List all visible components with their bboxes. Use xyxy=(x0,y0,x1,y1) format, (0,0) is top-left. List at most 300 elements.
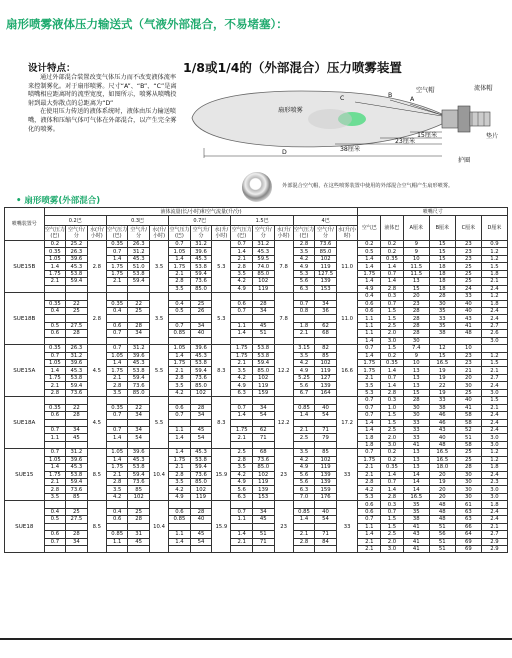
table-cell: 53.8 xyxy=(66,270,88,277)
label-a: A xyxy=(410,96,415,103)
gasket-label: 垫片 xyxy=(486,133,499,140)
table-cell: 0.4 xyxy=(358,293,381,300)
table-cell xyxy=(231,523,253,530)
water-cell: 8.5 xyxy=(87,501,106,553)
table-cell: 45.3 xyxy=(190,255,212,262)
table-cell xyxy=(231,397,253,404)
table-cell xyxy=(190,293,212,300)
table-cell: 25 xyxy=(66,307,88,314)
table-cell: 19 xyxy=(429,367,455,374)
table-cell: 1.75 xyxy=(358,367,381,374)
table-cell: 0.35 xyxy=(44,300,66,307)
table-cell: 2.8 xyxy=(231,456,253,463)
table-cell: 28 xyxy=(403,315,429,322)
table-header-row xyxy=(5,208,508,216)
water-cell: 8.5 xyxy=(87,449,106,501)
table-cell: 0.7 xyxy=(293,300,315,307)
table-cell: 41 xyxy=(403,545,429,552)
table-cell: 40 xyxy=(190,330,212,337)
table-cell: 33 xyxy=(403,419,429,426)
table-cell: 51 xyxy=(455,434,481,441)
table-cell: 1.0 xyxy=(381,404,404,411)
table-cell: 53.8 xyxy=(190,360,212,367)
table-cell: 9 xyxy=(403,352,429,359)
table-cell: 38 xyxy=(429,330,455,337)
table-cell: 56 xyxy=(429,531,455,538)
table-row xyxy=(5,315,508,322)
table-header-row xyxy=(5,216,508,226)
table-cell: 4.2 xyxy=(231,374,253,381)
table-cell: 0.6 xyxy=(169,508,191,515)
table-cell: 2.5 xyxy=(381,322,404,329)
table-cell: 14 xyxy=(403,479,429,486)
table-cell: 27.5 xyxy=(66,322,88,329)
table-cell: 1.75 xyxy=(169,456,191,463)
table-cell: 3.5 xyxy=(106,389,128,396)
table-cell: 25 xyxy=(190,300,212,307)
table-cell: 0.7 xyxy=(44,426,66,433)
header-size-col: 空气巴 xyxy=(358,216,381,241)
table-cell: 45 xyxy=(128,538,150,545)
table-cell: 73.6 xyxy=(66,389,88,396)
table-cell: 1.8 xyxy=(481,501,507,508)
table-cell: 85.0 xyxy=(128,389,150,396)
table-cell: 71 xyxy=(315,531,337,538)
table-cell: 23 xyxy=(455,241,481,248)
table-cell: 2.8 xyxy=(106,479,128,486)
table-cell: 3.5 xyxy=(169,382,191,389)
table-cell: 2.1 xyxy=(44,479,66,486)
table-cell: 1.05 xyxy=(44,255,66,262)
table-cell: 1.75 xyxy=(106,464,128,471)
table-cell: 1.1 xyxy=(106,538,128,545)
table-cell: 2.0 xyxy=(381,538,404,545)
table-cell: 0.35 xyxy=(44,248,66,255)
table-cell: 30 xyxy=(403,412,429,419)
table-cell: 18 xyxy=(429,285,455,292)
table-cell: 82 xyxy=(315,345,337,352)
table-row xyxy=(5,241,508,248)
table-cell xyxy=(293,315,315,322)
table-row xyxy=(5,486,508,493)
table-cell: 45.3 xyxy=(66,464,88,471)
table-cell: 1.4 xyxy=(381,263,404,270)
header-pressure: 0.2巴 xyxy=(44,216,106,226)
header-sub: 空气压力(巴) xyxy=(169,227,190,239)
table-cell: 164 xyxy=(315,389,337,396)
table-cell: 102 xyxy=(252,278,274,285)
table-cell xyxy=(106,523,128,530)
table-cell: 10 xyxy=(403,360,429,367)
table-cell: 2.1 xyxy=(293,330,315,337)
table-cell: 1.4 xyxy=(106,456,128,463)
table-cell: 62 xyxy=(315,322,337,329)
table-cell xyxy=(429,337,455,344)
table-cell: 4.2 xyxy=(293,456,315,463)
table-row xyxy=(5,263,508,270)
table-cell: 4.9 xyxy=(358,285,381,292)
table-cell xyxy=(106,419,128,426)
table-cell: 1.4 xyxy=(293,516,315,523)
table-cell xyxy=(66,397,88,404)
table-cell: 4.9 xyxy=(231,285,253,292)
table-cell: 16.5 xyxy=(403,493,429,500)
table-row xyxy=(5,307,508,314)
table-cell: 45 xyxy=(190,531,212,538)
table-cell: 19 xyxy=(429,374,455,381)
table-cell xyxy=(315,523,337,530)
table-cell: 40 xyxy=(455,300,481,307)
header-sub: 水(升/小时) xyxy=(337,227,357,239)
table-cell: 1.5 xyxy=(381,345,404,352)
header-sub: 空气升/分 xyxy=(190,226,212,241)
table-cell: 119 xyxy=(252,285,274,292)
table-cell: 0.85 xyxy=(293,404,315,411)
table-cell: 1.4 xyxy=(358,419,381,426)
table-row xyxy=(5,412,508,419)
table-cell: 1.4 xyxy=(169,352,191,359)
features-paragraph: 在使用压力传送的液体系统时，液体由压力输送喷嘴，液体和压缩气体可气体在外部混合，以产生完全雾化的喷雾。 xyxy=(28,108,177,133)
table-cell: 31.2 xyxy=(252,241,274,248)
table-row xyxy=(5,493,508,500)
table-cell: 2.4 xyxy=(481,382,507,389)
table-cell xyxy=(315,397,337,404)
table-cell: 39.6 xyxy=(66,456,88,463)
table-cell: 0.7 xyxy=(231,307,253,314)
table-cell: 2.0 xyxy=(381,330,404,337)
water-cell: 4.5 xyxy=(87,397,106,449)
table-cell: 1.1 xyxy=(44,434,66,441)
table-cell: 63 xyxy=(455,508,481,515)
table-cell: 28 xyxy=(403,330,429,337)
table-cell xyxy=(293,523,315,530)
table-cell: 102 xyxy=(190,486,212,493)
spray-diagram xyxy=(180,76,505,166)
table-cell: 1.75 xyxy=(231,345,253,352)
table-cell: 10 xyxy=(455,345,481,352)
water-cell: 8.3 xyxy=(212,397,231,449)
table-cell: 34 xyxy=(252,307,274,314)
table-cell: 102 xyxy=(315,456,337,463)
table-cell xyxy=(44,523,66,530)
table-cell: 2.1 xyxy=(44,382,66,389)
table-cell: 1.5 xyxy=(481,397,507,404)
table-cell: 51 xyxy=(429,523,455,530)
table-cell xyxy=(128,397,150,404)
table-cell xyxy=(44,501,66,508)
table-cell: 63 xyxy=(455,516,481,523)
table-cell: 1.4 xyxy=(169,449,191,456)
table-cell: 0.2 xyxy=(381,352,404,359)
table-cell: 0.7 xyxy=(358,516,381,523)
table-cell: 0.9 xyxy=(481,241,507,248)
table-cell: 45.3 xyxy=(66,263,88,270)
table-cell: 0.7 xyxy=(44,449,66,456)
table-cell: 2.8 xyxy=(231,263,253,270)
water-cell: 8.3 xyxy=(212,345,231,397)
table-cell: 45 xyxy=(66,434,88,441)
table-cell: 34 xyxy=(315,300,337,307)
table-cell: 58 xyxy=(455,441,481,448)
dim-15-label: 15厘米 xyxy=(417,132,438,139)
table-cell: 23 xyxy=(455,352,481,359)
table-cell: 0.7 xyxy=(169,322,191,329)
table-row xyxy=(5,508,508,515)
table-row xyxy=(5,545,508,552)
table-cell: 25 xyxy=(455,389,481,396)
table-cell: 102 xyxy=(190,389,212,396)
table-cell: 2.1 xyxy=(231,538,253,545)
table-cell: 3.0 xyxy=(381,545,404,552)
table-cell: 35 xyxy=(403,508,429,515)
table-row xyxy=(5,516,508,523)
table-cell xyxy=(169,315,191,322)
header-pressure: 0.7巴 xyxy=(169,216,231,226)
water-cell: 5.5 xyxy=(149,397,168,449)
table-cell: 2.8 xyxy=(293,538,315,545)
table-cell: 1.5 xyxy=(381,419,404,426)
table-cell: 5.3 xyxy=(358,389,381,396)
table-cell: 2.4 xyxy=(481,426,507,433)
table-cell: 28 xyxy=(403,397,429,404)
table-cell: 54 xyxy=(315,412,337,419)
table-cell: 4.9 xyxy=(231,382,253,389)
table-cell: 68 xyxy=(252,449,274,456)
table-cell: 3.5 xyxy=(231,270,253,277)
table-cell: 3.5 xyxy=(169,285,191,292)
table-row xyxy=(5,404,508,411)
table-cell: 59.4 xyxy=(252,360,274,367)
table-cell: 38 xyxy=(429,404,455,411)
table-cell: 1.1 xyxy=(358,322,381,329)
table-cell: 4.9 xyxy=(293,464,315,471)
table-cell: 6.3 xyxy=(231,493,253,500)
table-row xyxy=(5,255,508,262)
table-cell: 39.6 xyxy=(66,360,88,367)
table-cell xyxy=(231,419,253,426)
table-cell: 31 xyxy=(128,531,150,538)
table-cell: 54 xyxy=(128,434,150,441)
table-cell: 4.9 xyxy=(231,479,253,486)
table-cell: 0.6 xyxy=(106,322,128,329)
table-cell: 3.0 xyxy=(381,337,404,344)
table-cell xyxy=(231,545,253,552)
table-cell: 4.2 xyxy=(106,493,128,500)
table-cell: 2.1 xyxy=(169,270,191,277)
table-cell xyxy=(44,293,66,300)
header-model: 喷嘴装置号 xyxy=(5,208,45,241)
table-cell: 0.7 xyxy=(358,412,381,419)
table-cell: 0.4 xyxy=(106,307,128,314)
table-cell: 15 xyxy=(403,285,429,292)
table-cell xyxy=(252,315,274,322)
table-cell: 1.2 xyxy=(481,449,507,456)
water-cell: 10.4 xyxy=(149,449,168,501)
table-cell: 85.0 xyxy=(190,479,212,486)
table-cell: 18 xyxy=(429,278,455,285)
table-cell: 85.0 xyxy=(190,285,212,292)
table-cell: 0.35 xyxy=(381,360,404,367)
table-cell: 3.0 xyxy=(481,493,507,500)
table-cell: 2.1 xyxy=(106,374,128,381)
table-cell: 30 xyxy=(429,300,455,307)
table-cell: 38 xyxy=(403,516,429,523)
table-cell: 35 xyxy=(429,307,455,314)
table-cell: 4.2 xyxy=(293,360,315,367)
table-cell: 40 xyxy=(190,516,212,523)
table-cell xyxy=(252,419,274,426)
table-cell: 51 xyxy=(429,545,455,552)
table-cell: 1.75 xyxy=(231,426,253,433)
table-cell xyxy=(44,419,66,426)
table-cell: 2.4 xyxy=(481,419,507,426)
table-cell: 0.5 xyxy=(44,516,66,523)
table-cell: 1.4 xyxy=(381,486,404,493)
table-cell: 41 xyxy=(403,538,429,545)
table-cell xyxy=(252,441,274,448)
table-row xyxy=(5,337,508,344)
table-cell xyxy=(293,441,315,448)
table-cell: 1.4 xyxy=(231,248,253,255)
table-cell: 3.5 xyxy=(293,248,315,255)
table-cell: 2.6 xyxy=(481,330,507,337)
table-cell: 43 xyxy=(429,426,455,433)
table-cell xyxy=(169,419,191,426)
table-cell xyxy=(231,293,253,300)
table-cell: 30 xyxy=(455,486,481,493)
table-cell xyxy=(190,419,212,426)
table-cell: 6.3 xyxy=(231,389,253,396)
table-cell: 2.1 xyxy=(481,523,507,530)
spray-label: 扇形喷雾 xyxy=(278,107,303,114)
table-row xyxy=(5,523,508,530)
table-cell xyxy=(231,441,253,448)
table-cell: 30 xyxy=(455,471,481,478)
table-cell: 53.8 xyxy=(66,374,88,381)
table-row xyxy=(5,426,508,433)
table-cell xyxy=(190,315,212,322)
table-cell: 35 xyxy=(429,322,455,329)
section-title: • 扇形喷雾(外部混合) xyxy=(16,196,101,206)
table-cell: 6.3 xyxy=(293,285,315,292)
water-cell: 12.2 xyxy=(274,345,293,397)
water-cell: 5.3 xyxy=(212,241,231,293)
table-cell xyxy=(66,337,88,344)
table-cell: 1.75 xyxy=(44,471,66,478)
table-cell xyxy=(128,501,150,508)
table-cell: 58 xyxy=(455,412,481,419)
label-b: B xyxy=(388,92,393,99)
table-cell: 0.2 xyxy=(381,248,404,255)
table-cell: 1.2 xyxy=(481,456,507,463)
header-sub: 空气升/分 xyxy=(315,226,337,241)
table-row xyxy=(5,322,508,329)
table-row xyxy=(5,330,508,337)
water-cell: 7.8 xyxy=(274,293,293,345)
table-cell: 13 xyxy=(403,278,429,285)
table-cell: 0.4 xyxy=(169,300,191,307)
table-cell: 1.75 xyxy=(169,263,191,270)
table-cell: 16.5 xyxy=(429,449,455,456)
table-cell: 84 xyxy=(315,538,337,545)
table-cell: 34 xyxy=(190,322,212,329)
table-row xyxy=(5,471,508,478)
table-cell: 1.1 xyxy=(231,516,253,523)
table-cell: 1.8 xyxy=(293,322,315,329)
table-cell: 28 xyxy=(403,307,429,314)
table-cell: 2.4 xyxy=(481,516,507,523)
table-cell: 15 xyxy=(429,248,455,255)
table-cell: 0.2 xyxy=(381,241,404,248)
table-cell xyxy=(252,397,274,404)
table-cell: 85 xyxy=(66,493,88,500)
table-cell xyxy=(44,337,66,344)
table-cell xyxy=(293,337,315,344)
table-cell xyxy=(190,523,212,530)
table-cell: 119 xyxy=(252,382,274,389)
header-sub: 空气压力(巴) xyxy=(44,227,65,239)
table-cell: 31.2 xyxy=(66,449,88,456)
table-cell: 1.4 xyxy=(231,531,253,538)
table-cell: 2.0 xyxy=(381,434,404,441)
table-cell: 0.7 xyxy=(381,508,404,515)
table-cell: 0.7 xyxy=(44,538,66,545)
table-cell: 1.2 xyxy=(481,248,507,255)
table-cell: 0.7 xyxy=(231,508,253,515)
table-cell: 5.6 xyxy=(293,278,315,285)
table-cell: 35 xyxy=(403,501,429,508)
table-cell: 1.4 xyxy=(358,278,381,285)
table-cell: 53.8 xyxy=(128,367,150,374)
table-cell: 59.4 xyxy=(190,464,212,471)
table-cell xyxy=(169,545,191,552)
table-cell: 13 xyxy=(403,449,429,456)
table-cell: 2.1 xyxy=(106,278,128,285)
table-cell xyxy=(44,545,66,552)
table-cell: 85 xyxy=(128,486,150,493)
table-cell: 34 xyxy=(66,426,88,433)
table-cell: 0.7 xyxy=(106,426,128,433)
table-cell xyxy=(44,315,66,322)
table-cell: 1.75 xyxy=(358,360,381,367)
table-cell: 48 xyxy=(429,508,455,515)
table-cell: 3.5 xyxy=(293,352,315,359)
table-cell xyxy=(169,337,191,344)
table-cell: 0.35 xyxy=(381,464,404,471)
table-cell: 13 xyxy=(403,367,429,374)
table-cell: 1.4 xyxy=(44,464,66,471)
table-cell: 1.1 xyxy=(358,330,381,337)
table-cell: 2.8 xyxy=(169,471,191,478)
table-cell: 34 xyxy=(128,330,150,337)
table-cell: 46 xyxy=(429,419,455,426)
table-cell: 4.2 xyxy=(231,471,253,478)
table-cell: 0.85 xyxy=(106,531,128,538)
guard-label: 护圈 xyxy=(458,157,471,164)
table-cell: 1.75 xyxy=(106,270,128,277)
table-cell: 2.1 xyxy=(481,367,507,374)
table-cell: 20 xyxy=(455,374,481,381)
table-cell: 0.4 xyxy=(44,508,66,515)
table-cell: 176 xyxy=(315,493,337,500)
table-cell: 59.4 xyxy=(66,278,88,285)
table-cell: 45.3 xyxy=(190,352,212,359)
table-cell: 2.8 xyxy=(381,285,404,292)
table-cell xyxy=(315,315,337,322)
table-cell: 30 xyxy=(455,382,481,389)
table-cell: 1.4 xyxy=(381,382,404,389)
table-cell: 73.6 xyxy=(128,479,150,486)
